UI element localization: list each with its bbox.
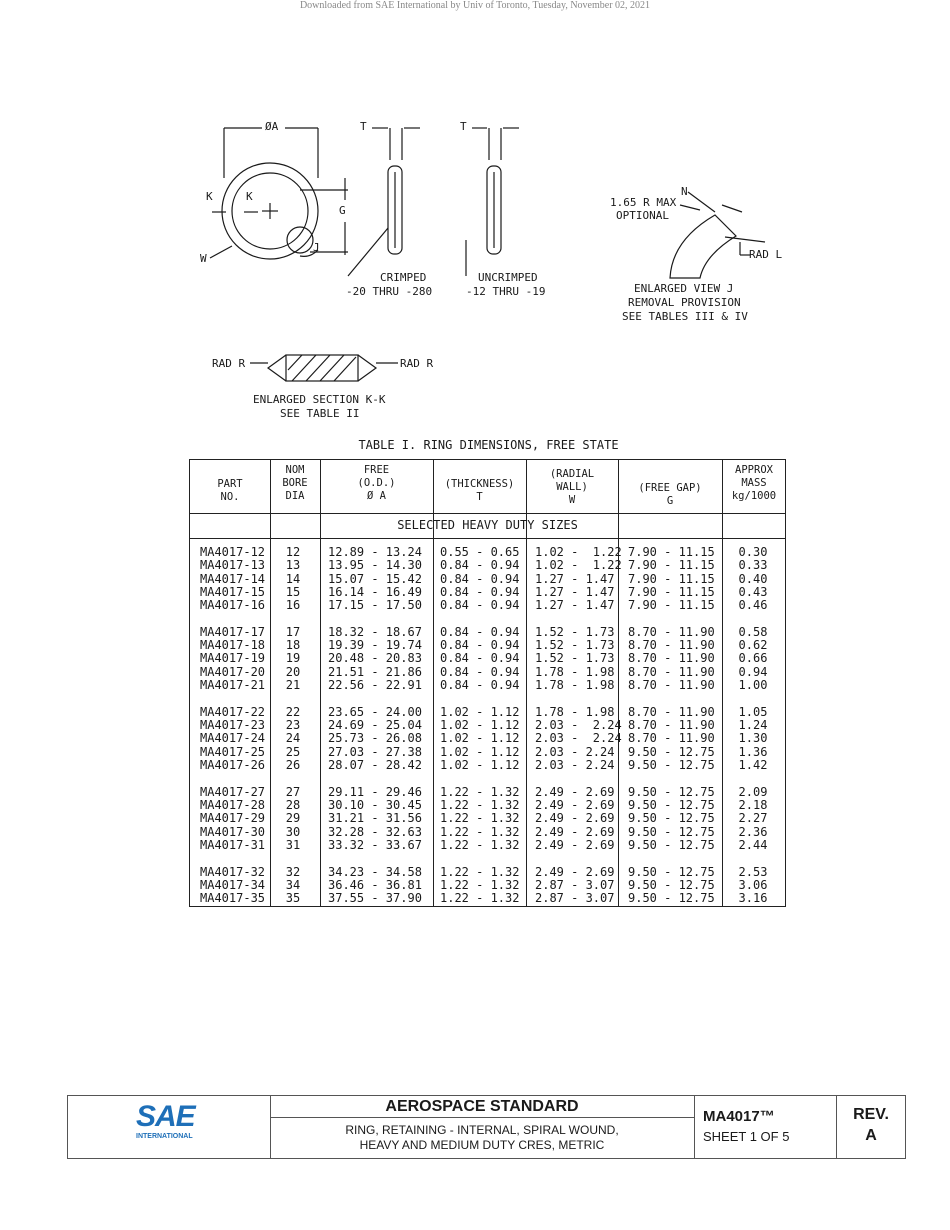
column-thickness	[440, 546, 528, 919]
view-j-line2: REMOVAL PROVISION	[628, 296, 741, 309]
sheet-info: SHEET 1 OF 5	[703, 1129, 790, 1144]
table-cell: 22 23 24 25 26	[285, 704, 301, 772]
table-cell: 9.50 - 12.75 9.50 - 12.75 9.50 - 12.75 9.50 - 12.75 9.50 - 12.75	[628, 784, 715, 852]
table-cell: MA4017-27 MA4017-28 MA4017-29 MA4017-30 MA4017-31	[200, 784, 266, 852]
title-block	[67, 1095, 906, 1159]
table-cell: 1.22 - 1.32 1.22 - 1.32 1.22 - 1.32	[440, 864, 520, 906]
header-free: FREE (O.D.) Ø A	[357, 464, 396, 502]
table-cell: MA4017-22 MA4017-23 MA4017-24 MA4017-25 MA4017-26	[200, 704, 266, 772]
table-cell: 1.02 - 1.22 1.02 - 1.22 1.27 - 1.47 1.27 - 1.47 1.27 - 1.47	[535, 545, 622, 613]
w-label: W	[200, 252, 207, 265]
header-thickness: (THICKNESS) T	[444, 478, 515, 503]
table-title: TABLE I. RING DIMENSIONS, FREE STATE	[358, 438, 619, 452]
r-max-label: 1.65 R MAX	[610, 196, 677, 209]
rad-r-right-label: RAD R	[400, 357, 434, 370]
ring-dimensions-table	[189, 459, 786, 907]
table-cell: 23.65 - 24.00 24.69 - 25.04 25.73 - 26.08 27.03 - 27.38 28.07 - 28.42	[328, 704, 422, 772]
table-cell: 1.05 1.24 1.30 1.36 1.42	[738, 704, 768, 772]
crimped-range: -20 THRU -280	[346, 285, 433, 298]
ring-drawing	[0, 0, 950, 440]
uncrimped-range: -12 THRU -19	[466, 285, 546, 298]
standard-description: RING, RETAINING - INTERNAL, SPIRAL WOUND, HEAVY AND MEDIUM DUTY CRES, METRIC	[345, 1123, 619, 1152]
n-label: N	[681, 185, 688, 198]
header-nom: NOM BORE DIA	[282, 464, 308, 502]
j-label: J	[313, 241, 320, 254]
table-cell: 32 34 35	[285, 864, 301, 906]
view-j-line3: SEE TABLES III & IV	[622, 310, 748, 323]
uncrimped-label: UNCRIMPED	[478, 271, 538, 284]
section-kk-line2: SEE TABLE II	[280, 407, 360, 420]
view-j-line1: ENLARGED VIEW J	[634, 282, 734, 295]
column-mass	[722, 546, 784, 919]
table-cell: 34.23 - 34.58 36.46 - 36.81 37.55 - 37.90	[328, 864, 422, 906]
table-cell: 12.89 - 13.24 13.95 - 14.30 15.07 - 15.42 16.14 - 16.49 17.15 - 17.50	[328, 545, 422, 613]
table-cell: 1.22 - 1.32 1.22 - 1.32 1.22 - 1.32 1.22 - 1.32 1.22 - 1.32	[440, 784, 520, 852]
header-part: PART NO.	[217, 478, 243, 503]
sae-logo-subtext: INTERNATIONAL	[136, 1133, 193, 1140]
sae-logo	[136, 1102, 195, 1140]
column-free-od	[328, 546, 428, 919]
header-radial: (RADIAL WALL) W	[549, 468, 595, 506]
table-cell: 1.02 - 1.12 1.02 - 1.12 1.02 - 1.12 1.02 - 1.12 1.02 - 1.12	[440, 704, 520, 772]
table-cell: MA4017-32 MA4017-34 MA4017-35	[200, 864, 266, 906]
t-label-crimped: T	[360, 120, 367, 133]
optional-label: OPTIONAL	[616, 209, 669, 222]
table-cell: 0.58 0.62 0.66 0.94 1.00	[738, 624, 768, 693]
table-cell: 18.32 - 18.67 19.39 - 19.74 20.48 - 20.83 21.51 - 21.86 22.56 - 22.91	[328, 624, 422, 693]
table-cell: 1.78 - 1.98 2.03 - 2.24 2.03 - 2.24 2.03 - 2.24 2.03 - 2.24	[535, 704, 622, 772]
download-note: Downloaded from SAE International by Univ of Toronto, Tuesday, November 02, 2021	[299, 0, 651, 11]
header-mass: APPROX MASS kg/1000	[731, 464, 777, 502]
table-cell: 12 13 14 15 16	[285, 545, 301, 613]
table-cell: 8.70 - 11.90 8.70 - 11.90 8.70 - 11.90 9.50 - 12.75 9.50 - 12.75	[628, 704, 715, 772]
document-number: MA4017™	[703, 1108, 775, 1125]
table-cell: 2.09 2.18 2.27 2.36 2.44	[738, 784, 768, 852]
table-cell: 1.52 - 1.73 1.52 - 1.73 1.52 - 1.73 1.78 - 1.98 1.78 - 1.98	[535, 624, 615, 693]
table-cell: 0.55 - 0.65 0.84 - 0.94 0.84 - 0.94 0.84 - 0.94 0.84 - 0.94	[440, 545, 520, 613]
table-cell: 0.84 - 0.94 0.84 - 0.94 0.84 - 0.94 0.84 - 0.94 0.84 - 0.94	[440, 624, 520, 693]
section-label: SELECTED HEAVY DUTY SIZES	[397, 518, 578, 532]
standard-title: AEROSPACE STANDARD	[385, 1098, 579, 1115]
column-radial-wall	[535, 546, 620, 919]
sae-logo-text: SAE	[136, 1100, 195, 1133]
revision-value: A	[865, 1127, 877, 1144]
table-cell: 27 28 29 30 31	[285, 784, 301, 852]
k-inner-label: K	[246, 190, 253, 203]
table-cell: 9.50 - 12.75 9.50 - 12.75 9.50 - 12.75	[628, 864, 715, 906]
table-cell: 2.49 - 2.69 2.49 - 2.69 2.49 - 2.69 2.49 - 2.69 2.49 - 2.69	[535, 784, 615, 852]
table-cell: 17 18 19 20 21	[285, 624, 301, 693]
g-label: G	[339, 204, 346, 217]
t-label-uncrimped: T	[460, 120, 467, 133]
table-cell: 2.53 3.06 3.16	[738, 864, 768, 906]
header-gap: (FREE GAP) G	[638, 482, 702, 507]
column-nom-bore	[278, 546, 308, 919]
dia-a-label: ØA	[265, 120, 279, 133]
rad-l-label: RAD L	[749, 248, 783, 261]
table-cell: MA4017-12 MA4017-13 MA4017-14 MA4017-15 MA4017-16	[200, 545, 266, 613]
section-kk-line1: ENLARGED SECTION K-K	[253, 393, 386, 406]
table-cell: 29.11 - 29.46 30.10 - 30.45 31.21 - 31.56 32.28 - 32.63 33.32 - 33.67	[328, 784, 422, 852]
revision-label: REV.	[853, 1106, 889, 1123]
rad-r-left-label: RAD R	[212, 357, 246, 370]
crimped-label: CRIMPED	[380, 271, 427, 284]
table-cell: 0.30 0.33 0.40 0.43 0.46	[738, 545, 768, 613]
k-left-label: K	[206, 190, 213, 203]
column-free-gap	[628, 546, 726, 919]
table-cell: 2.49 - 2.69 2.87 - 3.07 2.87 - 3.07	[535, 864, 615, 906]
table-cell: 7.90 - 11.15 7.90 - 11.15 7.90 - 11.15 7.90 - 11.15 7.90 - 11.15	[628, 545, 715, 613]
table-cell: 8.70 - 11.90 8.70 - 11.90 8.70 - 11.90 8.70 - 11.90 8.70 - 11.90	[628, 624, 715, 693]
column-part-no	[200, 546, 278, 919]
table-cell: MA4017-17 MA4017-18 MA4017-19 MA4017-20 MA4017-21	[200, 624, 266, 693]
